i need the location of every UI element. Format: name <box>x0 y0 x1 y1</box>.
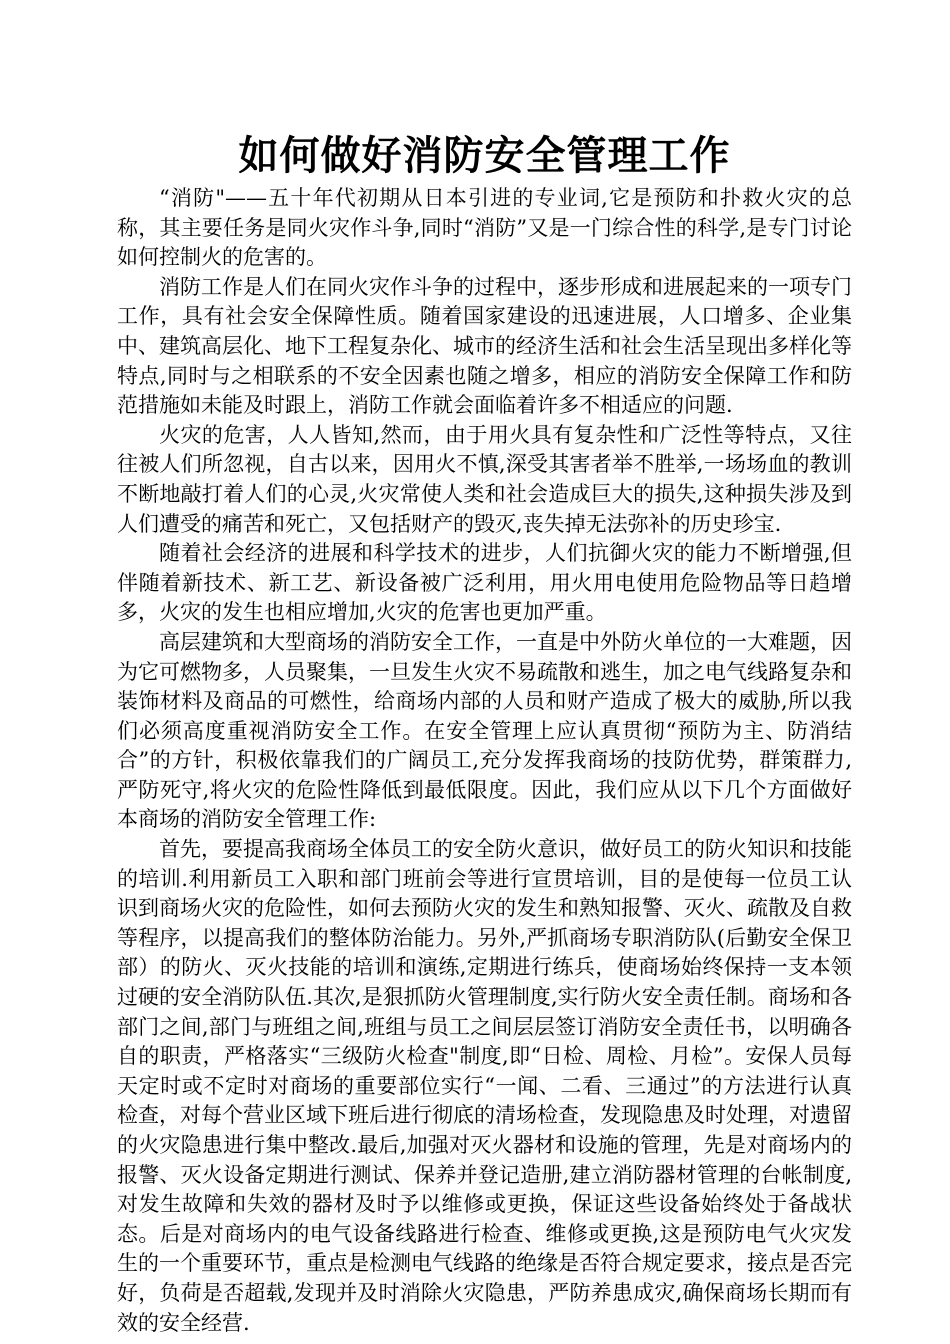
paragraph-intro: “消防"——五十年代初期从日本引进的专业词,它是预防和扑救火灾的总称，其主要任务是同火灾作斗争,同时“消防”又是一门综合性的科学,是专门讨论如何控制火的危害的。 <box>117 186 852 270</box>
paragraph-measures: 首先，要提高我商场全体员工的安全防火意识，做好员工的防火知识和技能的培训.利用新员工入职和部门班前会等进行宣贯培训，目的是使每一位员工认识到商场火灾的危险性，如何去预防火灾的发生和熟知报警、灭火、疏散及自救等程序，以提高我们的整体防治能力。另外,严抓商场专职消防队(后勤安全保卫部）的防火、灭火技能的培训和演练,定期进行练兵，使商场始终保持一支本领过硬的安全消防队伍.其次,是狠抓防火管理制度,实行防火安全责任制。商场和各部门之间,部门与班组之间,班组与员工之间层层签订消防安全责任书，以明确各自的职责，严格落实“三级防火检查"制度,即“日检、周检、月检”。安保人员每天定时或不定时对商场的重要部位实行“一闻、二看、三通过”的方法进行认真检查，对每个营业区域下班后进行彻底的清场检查，发现隐患及时处理，对遗留的火灾隐患进行集中整改.最后,加强对灭火器材和设施的管理，先是对商场内的报警、灭火设备定期进行测试、保养并登记造册,建立消防器材管理的台帐制度,对发生故障和失效的器材及时予以维修或更换，保证这些设备始终处于备战状态。后是对商场内的电气设备线路进行检查、维修或更换,这是预防电气火灾发生的一个重要环节，重点是检测电气线路的绝缘是否符合规定要求，接点是否完好，负荷是否超载,发现并及时消除火灾隐患，严防养患成灾,确保商场长期而有效的安全经营. <box>117 837 852 1335</box>
paragraph-fire-work: 消防工作是人们在同火灾作斗争的过程中，逐步形成和进展起来的一项专门工作，具有社会安全保障性质。随着国家建设的迅速进展，人口增多、企业集中、建筑高层化、地下工程复杂化、城市的经济生活和社会生活呈现出多样化等特点,同时与之相联系的不安全因素也随之增多，相应的消防安全保障工作和防范措施如未能及时跟上，消防工作就会面临着许多不相适应的问题. <box>117 274 852 418</box>
document-title: 如何做好消防安全管理工作 <box>238 132 731 179</box>
document-body <box>117 184 852 1338</box>
paragraph-high-rise: 高层建筑和大型商场的消防安全工作，一直是中外防火单位的一大难题，因为它可燃物多，人员聚集，一旦发生火灾不易疏散和逃生，加之电气线路复杂和装饰材料及商品的可燃性，给商场内部的人员和财产造成了极大的威胁,所以我们必须高度重视消防安全工作。在安全管理上应认真贯彻“预防为主、防消结合”的方针，积极依靠我们的广阔员工,充分发挥我商场的技防优势，群策群力,严防死守,将火灾的危险性降低到最低限度。因此，我们应从以下几个方面做好本商场的消防安全管理工作: <box>117 629 852 832</box>
paragraph-fire-hazard: 火灾的危害，人人皆知,然而，由于用火具有复杂性和广泛性等特点，又往往被人们所忽视，自古以来，因用火不慎,深受其害者举不胜举,一场场血的教训不断地敲打着人们的心灵,火灾常使人类和社会造成巨大的损失,这种损失涉及到人们遭受的痛苦和死亡，又包括财产的毁灭,丧失掉无法弥补的历史珍宝. <box>117 422 852 536</box>
paragraph-technology: 随着社会经济的进展和科学技术的进步，人们抗御火灾的能力不断增强,但伴随着新技术、新工艺、新设备被广泛利用，用火用电使用危险物品等日趋增多，火灾的发生也相应增加,火灾的危害也更加严重。 <box>117 541 852 625</box>
